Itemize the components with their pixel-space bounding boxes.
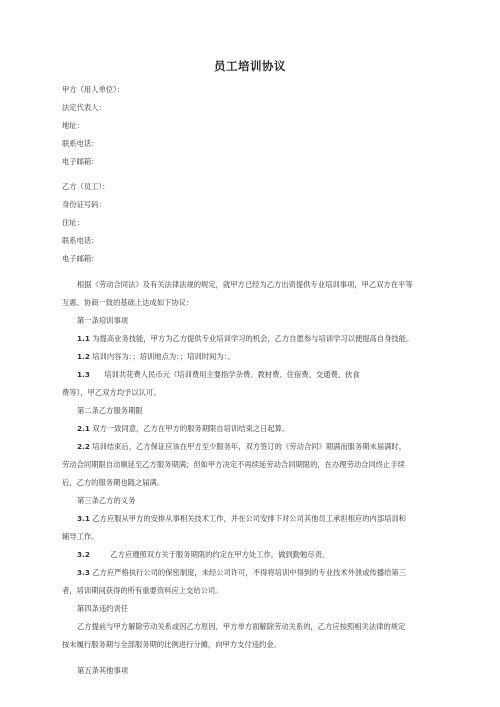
clause-text: 乙方应服从甲方的安排从事相关技术工作，并在公司安排下对公司其他员工承担相应的内部培训和 [92,514,407,523]
clause-number: 2.2 [77,442,90,451]
clause-text: 乙方应严格执行公司的保密制度，未经公司许可，不得将培训中得到的专业技术外泄或传播给第三 [92,568,407,577]
clause-2-2-cont-2: 后，乙方的服务期也随之届满。 [62,478,165,487]
party-a-email: 电子邮箱： [62,157,99,166]
clause-1-1 [77,334,413,344]
clause-3-1-cont: 辅导工作。 [62,532,99,541]
clause-number: 3.2 [77,550,90,559]
party-a-address: 地址： [62,121,84,130]
clause-number: 2.1 [77,424,90,433]
clause-2-2 [77,442,406,452]
article-4-para-1: 乙方提前与甲方解除劳动关系或因乙方原因，甲方单方面解除劳动关系的，乙方应按照相关法律的规定 [77,622,406,631]
party-b-phone: 联系电话： [62,236,99,245]
clause-text: 双方一致同意，乙方在甲方的服务期限自培训结束之日起算。 [92,424,290,433]
party-a-rep: 法定代表人： [62,103,106,112]
clause-2-2-cont-1: 劳动合同期限自动顺延至乙方服务期满；但如甲方决定不再续延劳动合同期限的，在办理劳动合同终止手续 [62,460,405,469]
party-a-name: 甲方（用人单位）： [62,85,125,94]
clause-1-2 [77,352,235,362]
clause-number: 1.2 [77,352,90,361]
intro-line-1: 根据《劳动合同法》及有关法律法规的规定，就甲方已经为乙方出资提供专业培训事项，甲乙双方在平等 [77,280,413,289]
clause-number: 1.1 [77,334,90,343]
page-title: 员工培训协议 [214,59,286,73]
party-b-id: 身份证号码： [62,200,106,209]
clause-3-2 [77,550,329,560]
clause-number: 3.3 [77,568,90,577]
clause-text: 培训结束后，乙方保证应该在甲方至少服务年，双方签订的《劳动合同》期满而服务期未届满时， [92,442,407,451]
party-b-name: 乙方（员工）： [62,182,110,191]
article-2-heading: 第二条乙方服务期限 [77,406,143,415]
article-4-para-2: 按未履行服务期与全部服务期的比例进行分摊，向甲方支付违约金。 [62,640,281,649]
clause-text: 乙方应遵照双方关于服务期限的约定在甲方处工作，做到勤勉尽责。 [110,550,330,559]
article-4-heading: 第四条违约责任 [77,604,129,613]
party-b-email: 电子邮箱： [62,254,99,263]
clause-text: 培训内容为：；培训地点为：；培训时间为：。 [92,352,235,361]
intro-line-2: 互惠、协商一致的基础上达成如下协议： [62,298,194,307]
clause-text: 培训共花费人民币元（培训费用主要指学杂费、教材费、住宿费、交通费、伙食 [104,370,360,379]
clause-1-3-cont: 费等），甲乙双方均予以认可。 [62,388,161,397]
article-3-heading: 第三条乙方的义务 [77,496,136,505]
clause-3-1 [77,514,406,524]
clause-3-3-cont: 者，培训期间获得的所有重要资料应上交给公司。 [62,586,223,595]
party-a-phone: 联系电话： [62,139,99,148]
clause-number: 1.3 [77,370,90,379]
article-5-heading: 第五条其他事项 [77,666,129,675]
party-b-address: 住址： [62,218,84,227]
clause-text: 为提高业务技能，甲方为乙方提供专业培训学习的机会，乙方自愿参与培训学习以便提高自身技能。 [92,334,414,343]
clause-number: 3.1 [77,514,90,523]
clause-3-3 [77,568,406,578]
clause-1-3 [77,370,360,380]
clause-2-1 [77,424,289,434]
article-1-heading: 第一条培训事项 [77,316,129,325]
